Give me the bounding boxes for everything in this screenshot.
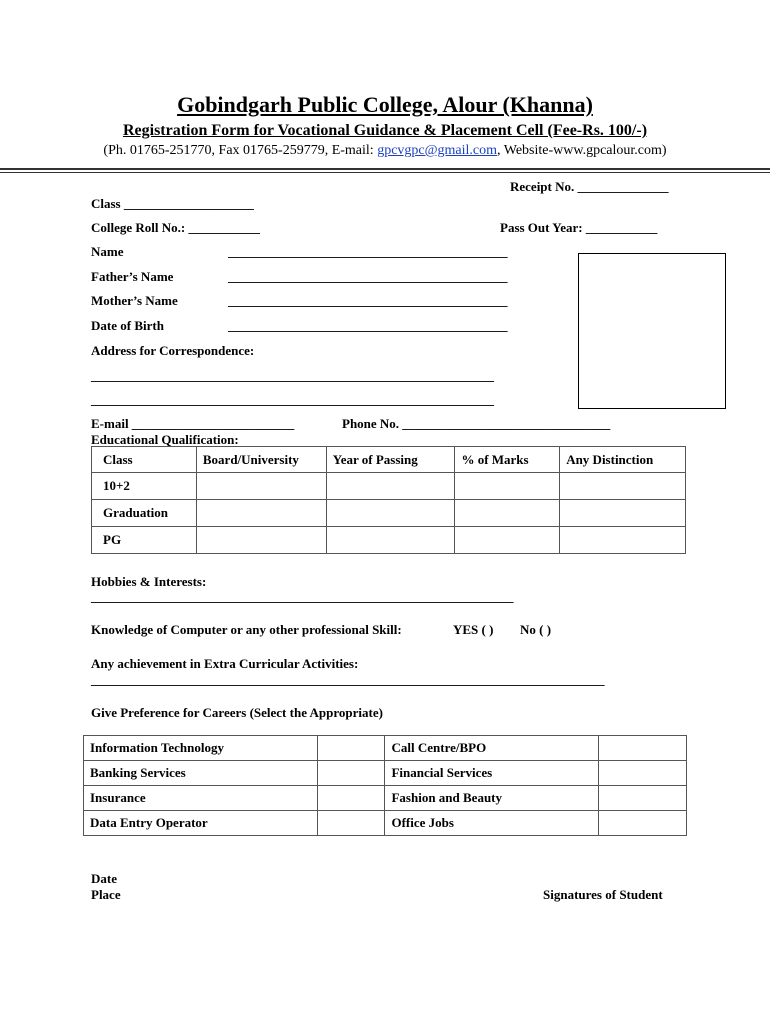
pass-out-year-field[interactable]: Pass Out Year: ___________ [500,220,658,235]
signature-label: Signatures of Student [543,887,663,902]
contact-prefix: (Ph. 01765-251770, Fax 01765-259779, E-mail: [103,143,378,158]
career-banking: Banking Services [84,761,318,786]
table-row [92,500,686,527]
header-class: Class [92,447,197,473]
careers-table [83,735,687,836]
computer-no-option[interactable]: No ( ) [520,622,552,637]
career-select-cell[interactable] [317,761,385,786]
career-select-cell[interactable] [599,811,687,836]
career-data-entry: Data Entry Operator [84,811,318,836]
receipt-field[interactable]: Receipt No. ______________ [510,179,669,194]
career-insurance: Insurance [84,786,318,811]
career-information-technology: Information Technology [84,736,318,761]
table-cell[interactable] [560,500,686,527]
career-select-cell[interactable] [599,761,687,786]
table-cell[interactable] [455,500,560,527]
table-row [92,473,686,500]
table-cell[interactable] [560,527,686,554]
header-marks: % of Marks [455,447,560,473]
mother-name-field[interactable]: ___________________________________________ [228,293,508,308]
header-rule-thick [0,168,770,170]
row-label-pg: PG [92,527,197,554]
career-financial: Financial Services [385,761,599,786]
address-label: Address for Correspondence: [91,343,255,358]
college-title: Gobindgarh Public College, Alour (Khanna) [177,92,593,117]
education-label: Educational Qualification: [91,432,239,447]
table-cell[interactable] [455,473,560,500]
hobbies-label: Hobbies & Interests: [91,574,207,589]
career-office-jobs: Office Jobs [385,811,599,836]
header-year: Year of Passing [326,447,455,473]
table-row [84,786,687,811]
table-cell[interactable] [326,473,455,500]
row-label-10plus2: 10+2 [92,473,197,500]
computer-skill-label: Knowledge of Computer or any other professional Skill: [91,622,402,637]
computer-yes-option[interactable]: YES ( ) [453,622,494,637]
header-rule-thin [0,172,770,173]
careers-label: Give Preference for Careers (Select the Appropriate) [91,705,383,720]
table-row [92,527,686,554]
career-select-cell[interactable] [317,786,385,811]
table-row [84,761,687,786]
name-label: Name [91,244,124,259]
class-field[interactable]: Class ____________________ [91,196,254,211]
education-header-row [92,447,686,473]
contact-email-link[interactable]: gpcvgpc@gmail.com [377,143,497,158]
roll-no-field[interactable]: College Roll No.: ___________ [91,220,260,235]
photo-box [578,253,726,409]
achievement-label: Any achievement in Extra Curricular Activities: [91,656,359,671]
career-select-cell[interactable] [599,736,687,761]
contact-line [0,143,770,159]
career-fashion: Fashion and Beauty [385,786,599,811]
hobbies-field[interactable]: _________________________________________________________________ [91,589,514,604]
table-row [84,811,687,836]
header-board: Board/University [196,447,326,473]
header-distinction: Any Distinction [560,447,686,473]
date-label: Date [91,871,117,886]
father-name-label: Father’s Name [91,269,174,284]
career-select-cell[interactable] [317,736,385,761]
career-call-centre: Call Centre/BPO [385,736,599,761]
table-cell[interactable] [196,500,326,527]
table-cell[interactable] [560,473,686,500]
address-line-2[interactable]: ______________________________________________________________ [91,392,494,407]
father-name-field[interactable]: ___________________________________________ [228,269,508,284]
table-cell[interactable] [455,527,560,554]
table-cell[interactable] [196,527,326,554]
address-line-1[interactable]: ______________________________________________________________ [91,368,494,383]
table-cell[interactable] [326,527,455,554]
table-row [84,736,687,761]
place-label: Place [91,887,121,902]
table-cell[interactable] [326,500,455,527]
name-field[interactable]: ___________________________________________ [228,244,508,259]
row-label-graduation: Graduation [92,500,197,527]
email-field[interactable]: E-mail _________________________ [91,416,295,431]
career-select-cell[interactable] [599,786,687,811]
phone-field[interactable]: Phone No. ________________________________ [342,416,611,431]
form-subtitle: Registration Form for Vocational Guidance & Placement Cell (Fee-Rs. 100/-) [122,122,648,139]
career-select-cell[interactable] [317,811,385,836]
achievement-field[interactable]: _______________________________________________________________________________ [91,672,605,687]
education-table [91,446,686,554]
contact-suffix: , Website-www.gpcalour.com) [497,143,667,158]
dob-field[interactable]: ___________________________________________ [228,318,508,333]
mother-name-label: Mother’s Name [91,293,178,308]
table-cell[interactable] [196,473,326,500]
dob-label: Date of Birth [91,318,164,333]
